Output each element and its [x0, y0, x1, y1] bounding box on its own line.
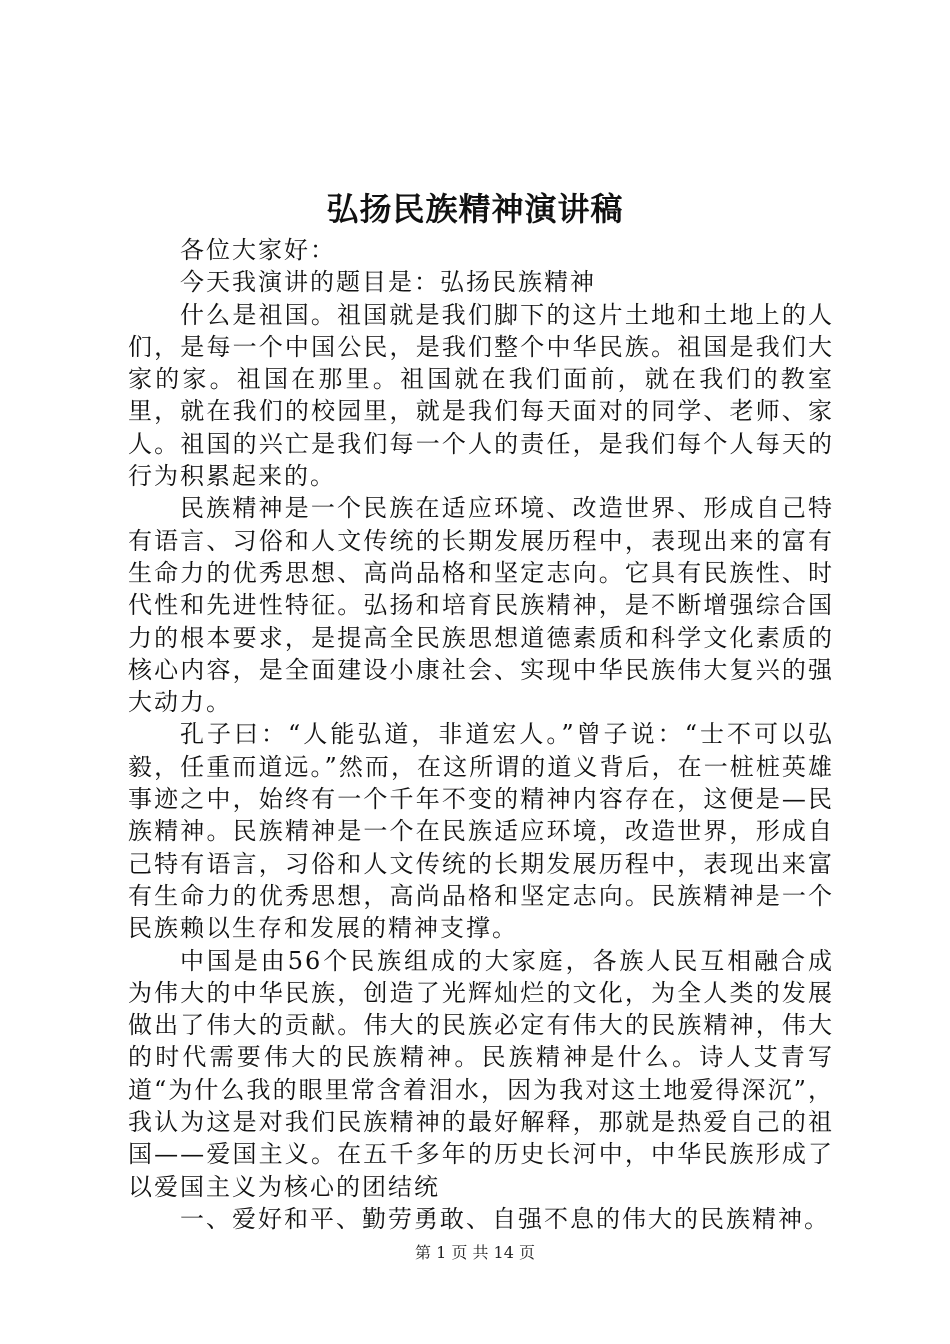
document-body	[128, 234, 834, 1235]
page-number: 第 1 页 共 14 页	[415, 1243, 535, 1262]
document-title: 弘扬民族精神演讲稿	[326, 190, 624, 228]
paragraph-motherland: 什么是祖国。祖国就是我们脚下的这片土地和土地上的人们，是每一个中国公民，是我们整个中华民族。祖国是我们大家的家。祖国在那里。祖国就在我们面前，就在我们的教室里，就在我们的校园里，就是我们每天面对的同学、老师、家人。祖国的兴亡是我们每一个人的责任，是我们每个人每天的行为积累起来的。	[128, 300, 834, 491]
page-footer	[0, 1241, 950, 1265]
paragraph-topic: 今天我演讲的题目是：弘扬民族精神	[180, 268, 596, 297]
paragraph-greeting: 各位大家好：	[180, 236, 336, 264]
paragraph-peace: 一、爱好和平、勤劳勇敢、自强不息的伟大的民族精神。	[180, 1204, 830, 1233]
paragraph-confucius: 孔子曰：“人能弘道，非道宏人。”曾子说：“士不可以弘毅，任重而道远。”然而，在这所谓的道义背后，在一桩桩英雄事迹之中，始终有一个千年不变的精神内容存在，这便是—民族精神。民族精神是一个在民族适应环境，改造世界，形成自己特有语言，习俗和人文传统的长期发展历程中，表现出来富有生命力的优秀思想，高尚品格和坚定志向。民族精神是一个民族赖以生存和发展的精神支撑。	[128, 720, 834, 943]
paragraph-china-nations: 中国是由56个民族组成的大家庭，各族人民互相融合成为伟大的中华民族，创造了光辉灿烂的文化，为全人类的发展做出了伟大的贡献。伟大的民族必定有伟大的民族精神，伟大的时代需要伟大的民族精神。民族精神是什么。诗人艾青写道“为什么我的眼里常含着泪水，因为我对这土地爱得深沉”，我认为这是对我们民族精神的最好解释，那就是热爱自己的祖国——爱国主义。在五千多年的历史长河中，中华民族形成了以爱国主义为核心的团结统	[128, 946, 834, 1201]
paragraph-national-spirit: 民族精神是一个民族在适应环境、改造世界、形成自己特有语言、习俗和人文传统的长期发展历程中，表现出来的富有生命力的优秀思想、高尚品格和坚定志向。它具有民族性、时代性和先进性特征。弘扬和培育民族精神，是不断增强综合国力的根本要求，是提高全民族思想道德素质和科学文化素质的核心内容，是全面建设小康社会、实现中华民族伟大复兴的强大动力。	[128, 494, 834, 717]
